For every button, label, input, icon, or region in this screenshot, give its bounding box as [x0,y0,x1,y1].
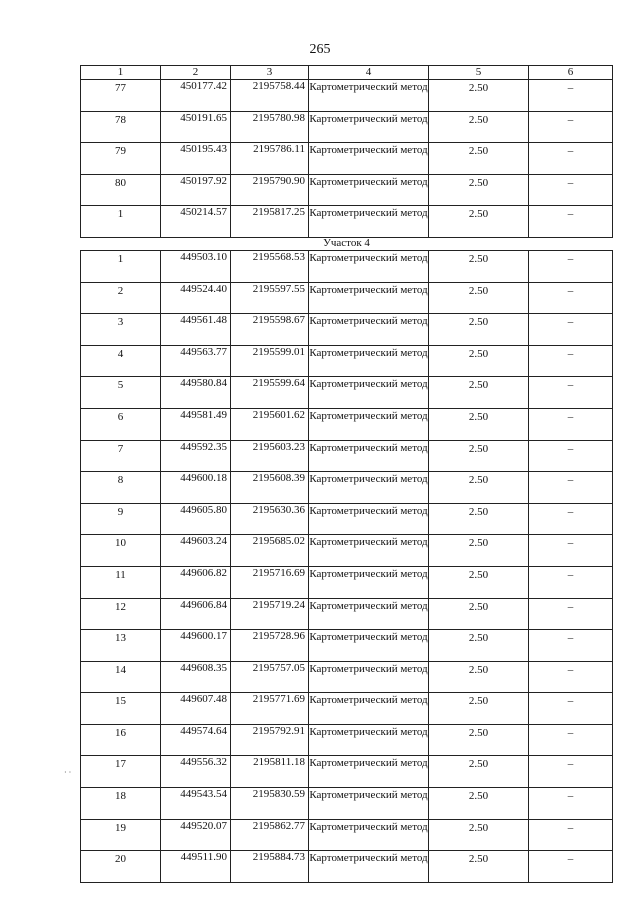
dash-cell: – [529,661,613,693]
point-number-cell: 16 [81,724,161,756]
method-cell: Картометрический метод [309,345,429,377]
y-coordinate-cell: 2195728.96 [231,630,309,662]
y-coordinate-cell: 2195568.53 [231,250,309,282]
dash-cell: – [529,630,613,662]
x-coordinate-cell: 449543.54 [161,788,231,820]
y-coordinate-cell: 2195786.11 [231,143,309,175]
dash-cell: – [529,250,613,282]
method-cell: Картометрический метод [309,174,429,206]
method-cell: Картометрический метод [309,282,429,314]
x-coordinate-cell: 450214.57 [161,206,231,238]
table-row [81,566,613,598]
point-number-cell: 80 [81,174,161,206]
y-coordinate-cell: 2195862.77 [231,819,309,851]
accuracy-cell: 2.50 [429,111,529,143]
y-coordinate-cell: 2195780.98 [231,111,309,143]
method-cell: Картометрический метод [309,440,429,472]
table-row [81,819,613,851]
method-cell: Картометрический метод [309,851,429,883]
point-number-cell: 9 [81,503,161,535]
method-cell: Картометрический метод [309,661,429,693]
dash-cell: – [529,788,613,820]
table-row [81,630,613,662]
accuracy-cell: 2.50 [429,174,529,206]
dash-cell: – [529,143,613,175]
dash-cell: – [529,851,613,883]
x-coordinate-cell: 449556.32 [161,756,231,788]
y-coordinate-cell: 2195603.23 [231,440,309,472]
dash-cell: – [529,408,613,440]
method-cell: Картометрический метод [309,111,429,143]
x-coordinate-cell: 449608.35 [161,661,231,693]
point-number-cell: 4 [81,345,161,377]
accuracy-cell: 2.50 [429,630,529,662]
y-coordinate-cell: 2195830.59 [231,788,309,820]
table-row [81,440,613,472]
coordinates-table-body [81,66,613,883]
point-number-cell: 20 [81,851,161,883]
y-coordinate-cell: 2195608.39 [231,472,309,504]
dash-cell: – [529,377,613,409]
table-row [81,206,613,238]
y-coordinate-cell: 2195599.64 [231,377,309,409]
x-coordinate-cell: 449511.90 [161,851,231,883]
x-coordinate-cell: 449606.82 [161,566,231,598]
accuracy-cell: 2.50 [429,661,529,693]
table-row [81,851,613,883]
y-coordinate-cell: 2195685.02 [231,535,309,567]
accuracy-cell: 2.50 [429,788,529,820]
coordinates-table [80,65,613,883]
column-header-3: 3 [231,66,309,80]
point-number-cell: 10 [81,535,161,567]
y-coordinate-cell: 2195599.01 [231,345,309,377]
x-coordinate-cell: 449520.07 [161,819,231,851]
accuracy-cell: 2.50 [429,535,529,567]
method-cell: Картометрический метод [309,206,429,238]
x-coordinate-cell: 449603.24 [161,535,231,567]
dash-cell: – [529,724,613,756]
point-number-cell: 15 [81,693,161,725]
column-header-6: 6 [529,66,613,80]
y-coordinate-cell: 2195757.05 [231,661,309,693]
method-cell: Картометрический метод [309,630,429,662]
point-number-cell: 14 [81,661,161,693]
table-row [81,408,613,440]
table-row [81,503,613,535]
y-coordinate-cell: 2195817.25 [231,206,309,238]
x-coordinate-cell: 449607.48 [161,693,231,725]
dash-cell: – [529,503,613,535]
column-header-1: 1 [81,66,161,80]
y-coordinate-cell: 2195598.67 [231,314,309,346]
section-title: Участок 4 [81,237,613,250]
accuracy-cell: 2.50 [429,377,529,409]
dash-cell: – [529,282,613,314]
method-cell: Картометрический метод [309,535,429,567]
scan-mark: · · [64,768,72,777]
method-cell: Картометрический метод [309,408,429,440]
accuracy-cell: 2.50 [429,440,529,472]
y-coordinate-cell: 2195792.91 [231,724,309,756]
x-coordinate-cell: 450177.42 [161,80,231,112]
table-row [81,377,613,409]
x-coordinate-cell: 449581.49 [161,408,231,440]
y-coordinate-cell: 2195719.24 [231,598,309,630]
dash-cell: – [529,111,613,143]
x-coordinate-cell: 449574.64 [161,724,231,756]
method-cell: Картометрический метод [309,788,429,820]
accuracy-cell: 2.50 [429,598,529,630]
y-coordinate-cell: 2195790.90 [231,174,309,206]
accuracy-cell: 2.50 [429,314,529,346]
accuracy-cell: 2.50 [429,408,529,440]
point-number-cell: 5 [81,377,161,409]
table-row [81,661,613,693]
point-number-cell: 6 [81,408,161,440]
y-coordinate-cell: 2195758.44 [231,80,309,112]
table-row [81,693,613,725]
accuracy-cell: 2.50 [429,819,529,851]
dash-cell: – [529,535,613,567]
method-cell: Картометрический метод [309,724,429,756]
accuracy-cell: 2.50 [429,80,529,112]
method-cell: Картометрический метод [309,598,429,630]
accuracy-cell: 2.50 [429,143,529,175]
method-cell: Картометрический метод [309,314,429,346]
section-row [81,237,613,250]
dash-cell: – [529,819,613,851]
y-coordinate-cell: 2195630.36 [231,503,309,535]
y-coordinate-cell: 2195601.62 [231,408,309,440]
point-number-cell: 79 [81,143,161,175]
method-cell: Картометрический метод [309,143,429,175]
table-row [81,788,613,820]
method-cell: Картометрический метод [309,693,429,725]
accuracy-cell: 2.50 [429,206,529,238]
dash-cell: – [529,345,613,377]
table-row [81,111,613,143]
page-number: 265 [309,42,331,57]
dash-cell: – [529,756,613,788]
point-number-cell: 13 [81,630,161,662]
accuracy-cell: 2.50 [429,724,529,756]
method-cell: Картометрический метод [309,566,429,598]
column-header-4: 4 [309,66,429,80]
point-number-cell: 11 [81,566,161,598]
y-coordinate-cell: 2195716.69 [231,566,309,598]
table-row [81,143,613,175]
table-row [81,472,613,504]
accuracy-cell: 2.50 [429,851,529,883]
y-coordinate-cell: 2195771.69 [231,693,309,725]
dash-cell: – [529,693,613,725]
accuracy-cell: 2.50 [429,472,529,504]
point-number-cell: 7 [81,440,161,472]
point-number-cell: 78 [81,111,161,143]
point-number-cell: 3 [81,314,161,346]
point-number-cell: 77 [81,80,161,112]
x-coordinate-cell: 450197.92 [161,174,231,206]
table-row [81,598,613,630]
dash-cell: – [529,472,613,504]
method-cell: Картометрический метод [309,819,429,851]
x-coordinate-cell: 450191.65 [161,111,231,143]
x-coordinate-cell: 449580.84 [161,377,231,409]
x-coordinate-cell: 449605.80 [161,503,231,535]
y-coordinate-cell: 2195597.55 [231,282,309,314]
table-row [81,80,613,112]
point-number-cell: 18 [81,788,161,820]
x-coordinate-cell: 449592.35 [161,440,231,472]
point-number-cell: 19 [81,819,161,851]
accuracy-cell: 2.50 [429,250,529,282]
dash-cell: – [529,314,613,346]
dash-cell: – [529,80,613,112]
accuracy-cell: 2.50 [429,503,529,535]
x-coordinate-cell: 450195.43 [161,143,231,175]
column-number-row [81,66,613,80]
y-coordinate-cell: 2195884.73 [231,851,309,883]
x-coordinate-cell: 449563.77 [161,345,231,377]
table-row [81,250,613,282]
table-row [81,535,613,567]
method-cell: Картометрический метод [309,377,429,409]
x-coordinate-cell: 449600.17 [161,630,231,662]
x-coordinate-cell: 449524.40 [161,282,231,314]
dash-cell: – [529,440,613,472]
y-coordinate-cell: 2195811.18 [231,756,309,788]
accuracy-cell: 2.50 [429,282,529,314]
column-header-2: 2 [161,66,231,80]
point-number-cell: 1 [81,206,161,238]
point-number-cell: 12 [81,598,161,630]
dash-cell: – [529,598,613,630]
method-cell: Картометрический метод [309,472,429,504]
table-row [81,345,613,377]
table-row [81,282,613,314]
dash-cell: – [529,174,613,206]
point-number-cell: 17 [81,756,161,788]
method-cell: Картометрический метод [309,250,429,282]
table-row [81,724,613,756]
x-coordinate-cell: 449600.18 [161,472,231,504]
table-row [81,174,613,206]
method-cell: Картометрический метод [309,503,429,535]
point-number-cell: 2 [81,282,161,314]
method-cell: Картометрический метод [309,80,429,112]
point-number-cell: 8 [81,472,161,504]
table-row [81,314,613,346]
accuracy-cell: 2.50 [429,566,529,598]
column-header-5: 5 [429,66,529,80]
accuracy-cell: 2.50 [429,345,529,377]
table-row [81,756,613,788]
dash-cell: – [529,206,613,238]
accuracy-cell: 2.50 [429,693,529,725]
x-coordinate-cell: 449503.10 [161,250,231,282]
dash-cell: – [529,566,613,598]
method-cell: Картометрический метод [309,756,429,788]
x-coordinate-cell: 449606.84 [161,598,231,630]
x-coordinate-cell: 449561.48 [161,314,231,346]
accuracy-cell: 2.50 [429,756,529,788]
point-number-cell: 1 [81,250,161,282]
